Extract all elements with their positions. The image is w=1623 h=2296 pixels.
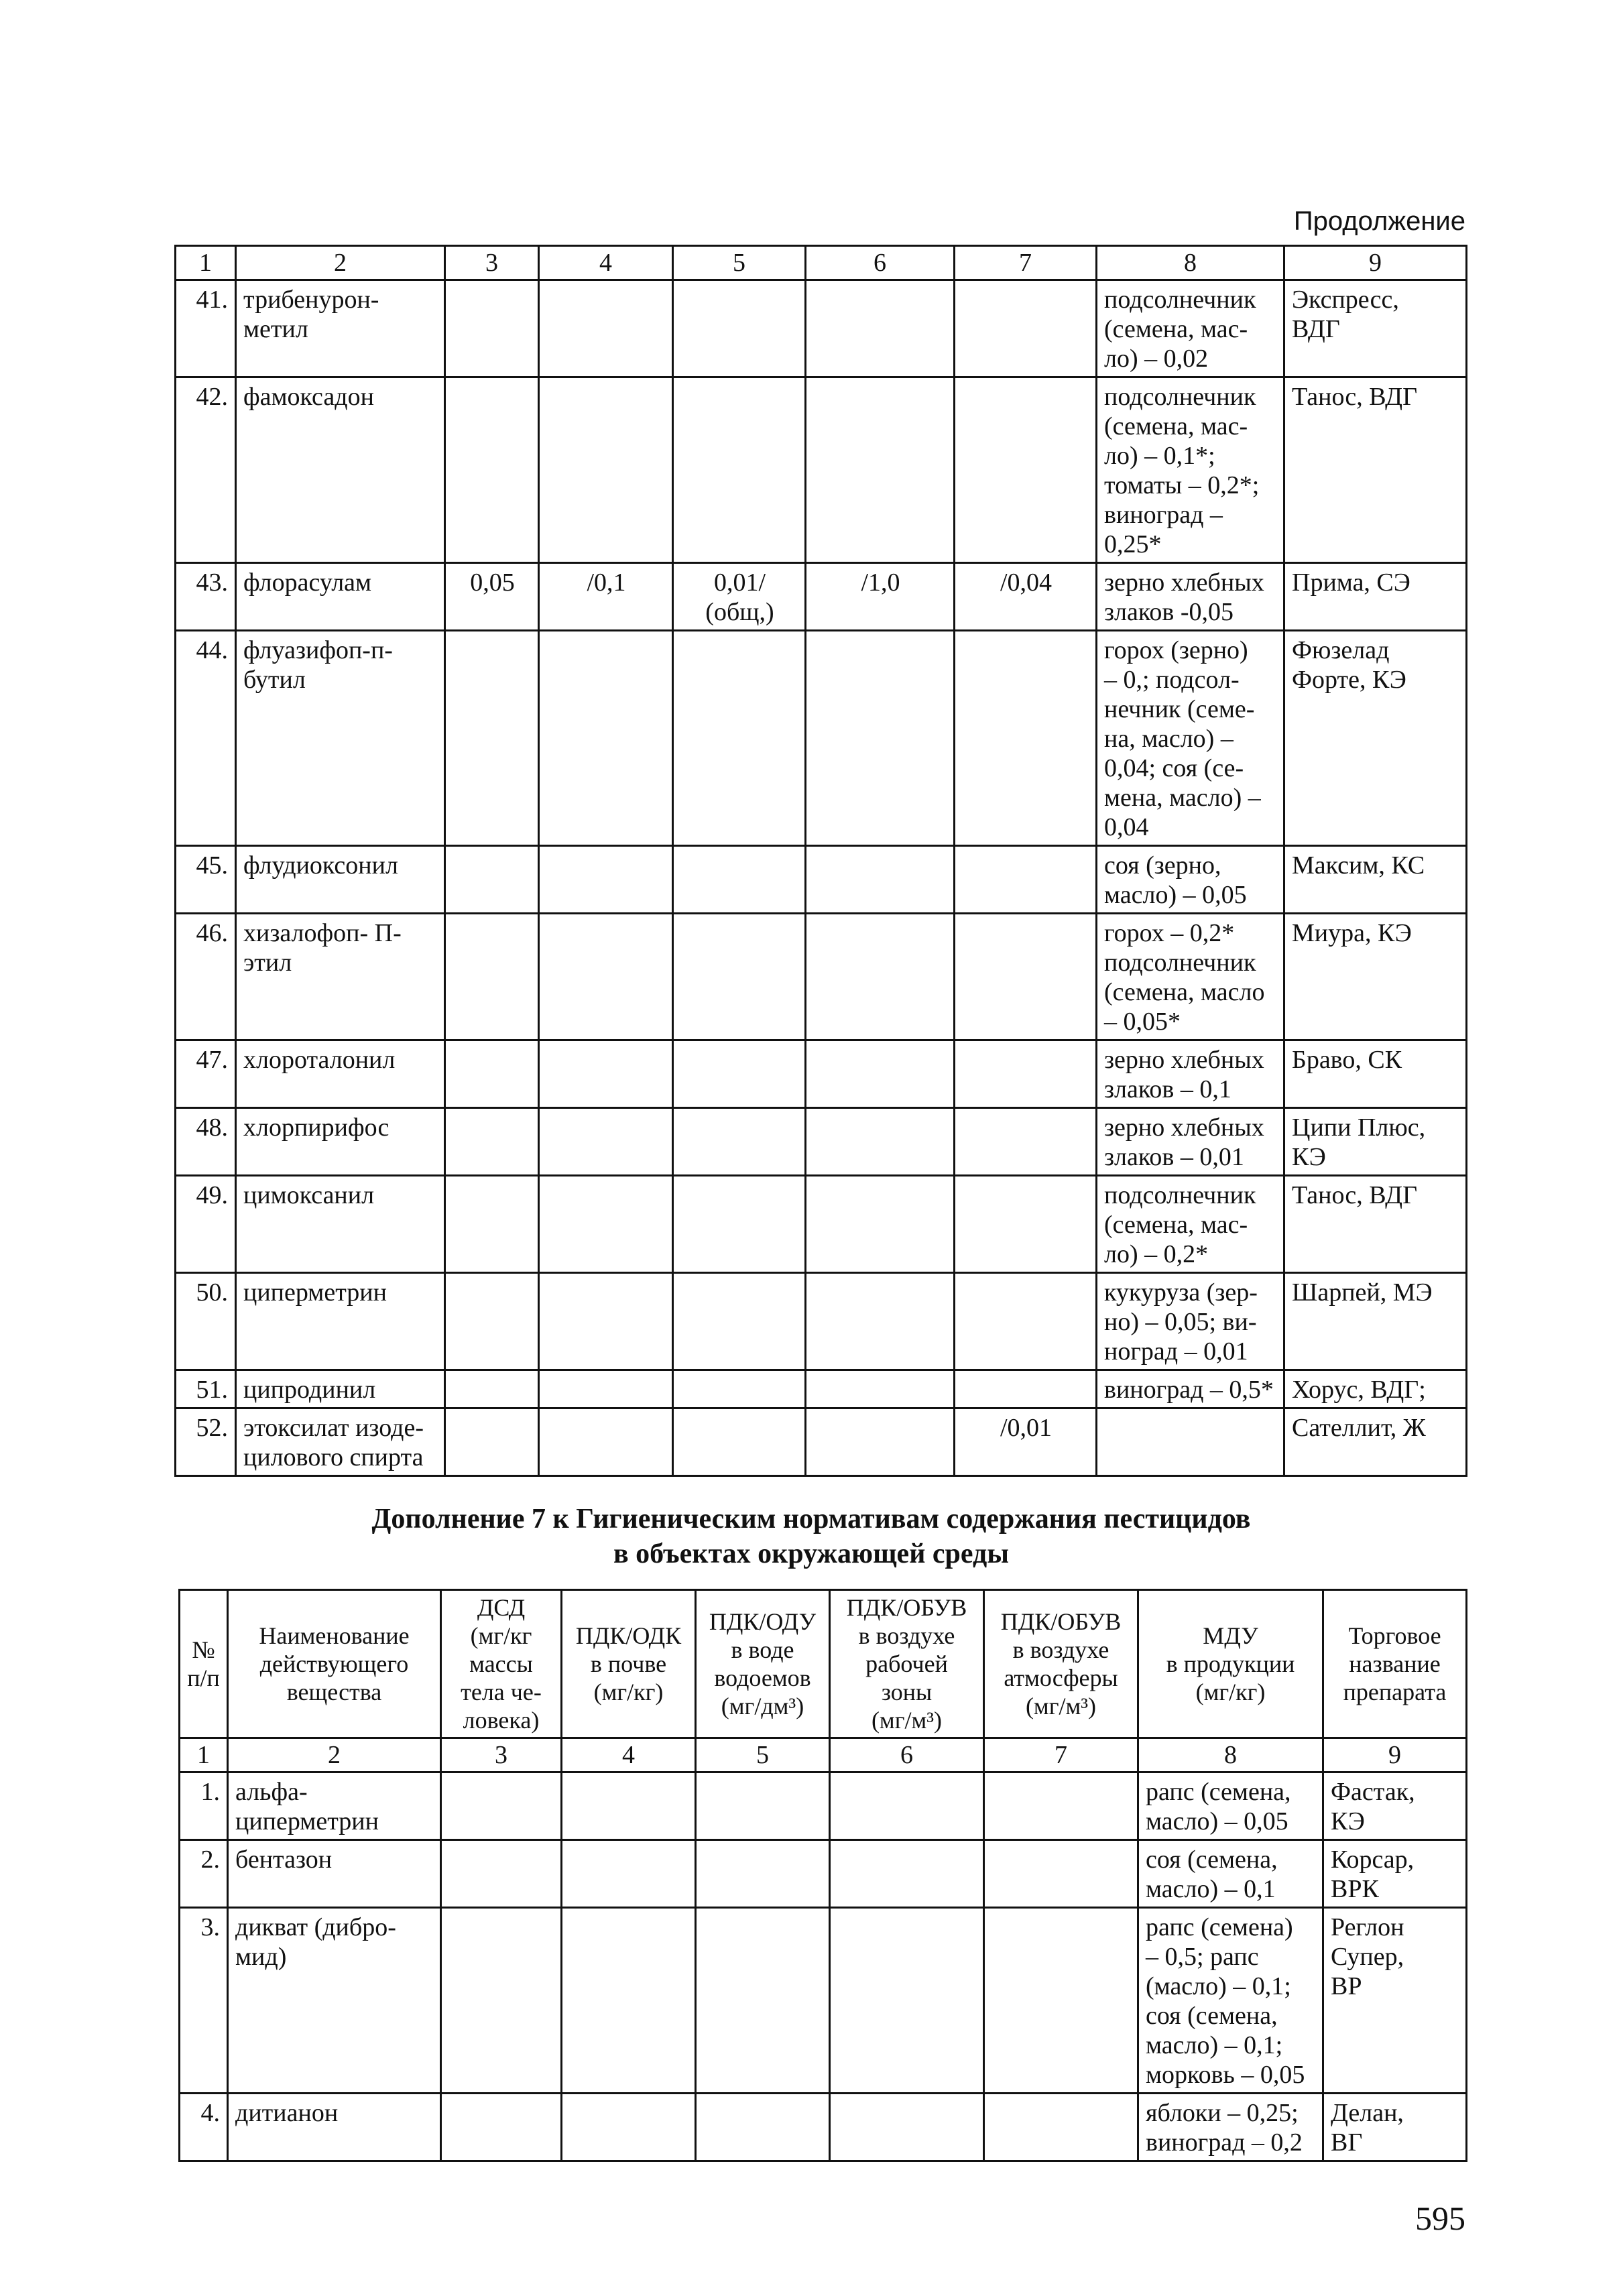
mdu-value: зерно хлебных злаков – 0,01 <box>1097 1108 1284 1176</box>
substance-name: циперметрин <box>236 1273 445 1370</box>
header-atmosphere: ПДК/ОБУВ в воздухе атмосферы (мг/м³) <box>984 1590 1138 1738</box>
dsd-value <box>445 1040 539 1108</box>
trade-name: Максим, КС <box>1284 846 1467 914</box>
dsd-value <box>445 1370 539 1408</box>
header-substance-name: Наименование действующего вещества <box>228 1590 441 1738</box>
trade-name: Корсар, ВРК <box>1323 1840 1467 1908</box>
substance-name: дикват (дибро- мид) <box>228 1908 441 2094</box>
table-row <box>176 377 1467 563</box>
soil-value: /0,1 <box>539 563 673 631</box>
mdu-value: рапс (семена) – 0,5; рапс (масло) – 0,1; соя (семена, масло) – 0,1; морковь – 0,05 <box>1138 1908 1323 2094</box>
header-mdu: МДУ в продукции (мг/кг) <box>1138 1590 1323 1738</box>
work-air-value <box>830 2094 984 2161</box>
atmosphere-value <box>955 1108 1097 1176</box>
table-row <box>180 2094 1467 2161</box>
header-soil: ПДК/ОДК в почве (мг/кг) <box>562 1590 696 1738</box>
soil-value <box>539 631 673 846</box>
table-row <box>176 280 1467 377</box>
trade-name: Миура, КЭ <box>1284 914 1467 1040</box>
soil-value <box>562 1772 696 1840</box>
trade-name: Делан, ВГ <box>1323 2094 1467 2161</box>
header-number: № п/п <box>180 1590 228 1738</box>
row-number: 47. <box>176 1040 236 1108</box>
substance-name: хлороталонил <box>236 1040 445 1108</box>
row-number: 42. <box>176 377 236 563</box>
atmosphere-value <box>955 1176 1097 1273</box>
dsd-value <box>441 1840 562 1908</box>
row-number: 43. <box>176 563 236 631</box>
table-row <box>180 1908 1467 2094</box>
mdu-value: горох – 0,2* подсолнечник (семена, масло – 0,05* <box>1097 914 1284 1040</box>
dsd-value <box>445 631 539 846</box>
mdu-value: зерно хлебных злаков – 0,1 <box>1097 1040 1284 1108</box>
row-number: 48. <box>176 1108 236 1176</box>
trade-name: Танос, ВДГ <box>1284 377 1467 563</box>
soil-value <box>539 1408 673 1476</box>
row-number: 46. <box>176 914 236 1040</box>
dsd-value <box>445 280 539 377</box>
atmosphere-value <box>955 1040 1097 1108</box>
dsd-value: 0,05 <box>445 563 539 631</box>
mdu-value: соя (семена, масло) – 0,1 <box>1138 1840 1323 1908</box>
mdu-value: зерно хлебных злаков -0,05 <box>1097 563 1284 631</box>
atmosphere-value <box>984 1840 1138 1908</box>
row-number: 45. <box>176 846 236 914</box>
dsd-value <box>445 1408 539 1476</box>
substance-name: флорасулам <box>236 563 445 631</box>
mdu-value: подсолнечник (семена, мас- ло) – 0,2* <box>1097 1176 1284 1273</box>
atmosphere-value <box>955 1273 1097 1370</box>
work-air-value <box>806 1176 955 1273</box>
mdu-value: рапс (семена, масло) – 0,05 <box>1138 1772 1323 1840</box>
soil-value <box>539 1273 673 1370</box>
column-number: 8 <box>1097 246 1284 280</box>
dsd-value <box>441 1908 562 2094</box>
mdu-value <box>1097 1408 1284 1476</box>
mdu-value: подсолнечник (семена, мас- ло) – 0,02 <box>1097 280 1284 377</box>
table-row <box>180 1840 1467 1908</box>
water-value <box>696 1840 830 1908</box>
water-value: 0,01/ (общ,) <box>673 563 806 631</box>
water-value <box>673 280 806 377</box>
atmosphere-value <box>984 2094 1138 2161</box>
column-number: 2 <box>236 246 445 280</box>
dsd-value <box>445 1176 539 1273</box>
water-value <box>673 1273 806 1370</box>
mdu-value: подсолнечник (семена, мас- ло) – 0,1*; томаты – 0,2*; виноград – 0,25* <box>1097 377 1284 563</box>
column-number: 1 <box>180 1738 228 1772</box>
table-row <box>176 1408 1467 1476</box>
table-row <box>176 846 1467 914</box>
table-header-row <box>180 1590 1467 1738</box>
mdu-value: виноград – 0,5* <box>1097 1370 1284 1408</box>
table-row <box>176 631 1467 846</box>
table-row <box>176 914 1467 1040</box>
row-number: 49. <box>176 1176 236 1273</box>
row-number: 50. <box>176 1273 236 1370</box>
mdu-value: яблоки – 0,25; виноград – 0,2 <box>1138 2094 1323 2161</box>
soil-value <box>539 1370 673 1408</box>
dsd-value <box>445 846 539 914</box>
water-value <box>673 1408 806 1476</box>
trade-name: Фастак, КЭ <box>1323 1772 1467 1840</box>
continuation-label: Продолжение <box>1293 206 1465 236</box>
mdu-value: кукуруза (зер- но) – 0,05; ви- ноград – 0,01 <box>1097 1273 1284 1370</box>
mdu-value: горох (зерно) – 0,; подсол- нечник (семе- на, масло) – 0,04; соя (се- мена, масло) – 0,04 <box>1097 631 1284 846</box>
column-number: 6 <box>806 246 955 280</box>
column-number: 7 <box>955 246 1097 280</box>
substance-name: флудиоксонил <box>236 846 445 914</box>
row-number: 51. <box>176 1370 236 1408</box>
column-number: 9 <box>1323 1738 1467 1772</box>
atmosphere-value <box>955 377 1097 563</box>
table-row <box>176 1273 1467 1370</box>
soil-value <box>539 846 673 914</box>
dsd-value <box>445 1273 539 1370</box>
trade-name: Сателлит, Ж <box>1284 1408 1467 1476</box>
page-number: 595 <box>1415 2199 1465 2237</box>
row-number: 4. <box>180 2094 228 2161</box>
header-water: ПДК/ОДУ в воде водоемов (мг/дм³) <box>696 1590 830 1738</box>
table-row <box>176 1370 1467 1408</box>
row-number: 52. <box>176 1408 236 1476</box>
trade-name: Хорус, ВДГ; <box>1284 1370 1467 1408</box>
work-air-value <box>806 846 955 914</box>
water-value <box>696 2094 830 2161</box>
water-value <box>673 631 806 846</box>
work-air-value: /1,0 <box>806 563 955 631</box>
atmosphere-value <box>984 1908 1138 2094</box>
work-air-value <box>830 1772 984 1840</box>
soil-value <box>562 1840 696 1908</box>
soil-value <box>539 1040 673 1108</box>
column-number: 8 <box>1138 1738 1323 1772</box>
water-value <box>673 1176 806 1273</box>
column-number: 7 <box>984 1738 1138 1772</box>
work-air-value <box>830 1840 984 1908</box>
substance-name: цимоксанил <box>236 1176 445 1273</box>
work-air-value <box>806 631 955 846</box>
column-number: 3 <box>441 1738 562 1772</box>
substance-name: бентазон <box>228 1840 441 1908</box>
substance-name: ципродинил <box>236 1370 445 1408</box>
trade-name: Ципи Плюс, КЭ <box>1284 1108 1467 1176</box>
water-value <box>673 377 806 563</box>
column-number: 6 <box>830 1738 984 1772</box>
atmosphere-value <box>984 1772 1138 1840</box>
column-number: 4 <box>539 246 673 280</box>
work-air-value <box>806 1273 955 1370</box>
atmosphere-value <box>955 846 1097 914</box>
table-row <box>176 1176 1467 1273</box>
substance-name: хлорпирифос <box>236 1108 445 1176</box>
column-number: 4 <box>562 1738 696 1772</box>
row-number: 2. <box>180 1840 228 1908</box>
atmosphere-value <box>955 631 1097 846</box>
soil-value <box>539 1176 673 1273</box>
row-number: 44. <box>176 631 236 846</box>
water-value <box>673 846 806 914</box>
trade-name: Танос, ВДГ <box>1284 1176 1467 1273</box>
atmosphere-value: /0,01 <box>955 1408 1097 1476</box>
water-value <box>673 1108 806 1176</box>
table-row <box>180 1772 1467 1840</box>
atmosphere-value <box>955 280 1097 377</box>
trade-name: Шарпей, МЭ <box>1284 1273 1467 1370</box>
column-number: 9 <box>1284 246 1467 280</box>
soil-value <box>539 280 673 377</box>
atmosphere-value <box>955 914 1097 1040</box>
work-air-value <box>806 1040 955 1108</box>
column-number: 3 <box>445 246 539 280</box>
substance-name: дитианон <box>228 2094 441 2161</box>
work-air-value <box>830 1908 984 2094</box>
soil-value <box>539 914 673 1040</box>
work-air-value <box>806 377 955 563</box>
work-air-value <box>806 914 955 1040</box>
row-number: 41. <box>176 280 236 377</box>
soil-value <box>539 377 673 563</box>
table-row <box>176 1108 1467 1176</box>
trade-name: Прима, СЭ <box>1284 563 1467 631</box>
supplement-7-table <box>178 1589 1467 2162</box>
row-number: 1. <box>180 1772 228 1840</box>
work-air-value <box>806 1108 955 1176</box>
dsd-value <box>445 377 539 563</box>
header-dsd: ДСД (мг/кг массы тела че- ловека) <box>441 1590 562 1738</box>
header-work-air: ПДК/ОБУВ в воздухе рабочей зоны (мг/м³) <box>830 1590 984 1738</box>
water-value <box>696 1772 830 1840</box>
dsd-value <box>441 2094 562 2161</box>
soil-value <box>539 1108 673 1176</box>
substance-name: этоксилат изоде- цилового спирта <box>236 1408 445 1476</box>
trade-name: Фюзелад Форте, КЭ <box>1284 631 1467 846</box>
atmosphere-value: /0,04 <box>955 563 1097 631</box>
water-value <box>673 914 806 1040</box>
work-air-value <box>806 1370 955 1408</box>
dsd-value <box>445 914 539 1040</box>
dsd-value <box>445 1108 539 1176</box>
dsd-value <box>441 1772 562 1840</box>
work-air-value <box>806 1408 955 1476</box>
column-number: 2 <box>228 1738 441 1772</box>
row-number: 3. <box>180 1908 228 2094</box>
substance-name: хизалофоп- П- этил <box>236 914 445 1040</box>
pesticide-table-continued <box>174 245 1467 1477</box>
soil-value <box>562 2094 696 2161</box>
trade-name: Экспресс, ВДГ <box>1284 280 1467 377</box>
water-value <box>696 1908 830 2094</box>
supplement-title: Дополнение 7 к Гигиеническим нормативам содержания пестицидов в объектах окружающей среды <box>371 1504 1251 1569</box>
column-number-row <box>176 246 1467 280</box>
soil-value <box>562 1908 696 2094</box>
substance-name: альфа- циперметрин <box>228 1772 441 1840</box>
water-value <box>673 1040 806 1108</box>
column-number: 1 <box>176 246 236 280</box>
atmosphere-value <box>955 1370 1097 1408</box>
work-air-value <box>806 280 955 377</box>
column-number: 5 <box>696 1738 830 1772</box>
table-row <box>176 563 1467 631</box>
column-number: 5 <box>673 246 806 280</box>
trade-name: Реглон Супер, ВР <box>1323 1908 1467 2094</box>
substance-name: фамоксадон <box>236 377 445 563</box>
trade-name: Браво, СК <box>1284 1040 1467 1108</box>
header-trade-name: Торговое название препарата <box>1323 1590 1467 1738</box>
table-row <box>176 1040 1467 1108</box>
substance-name: трибенурон- метил <box>236 280 445 377</box>
mdu-value: соя (зерно, масло) – 0,05 <box>1097 846 1284 914</box>
water-value <box>673 1370 806 1408</box>
column-number-row <box>180 1738 1467 1772</box>
substance-name: флуазифоп-п- бутил <box>236 631 445 846</box>
